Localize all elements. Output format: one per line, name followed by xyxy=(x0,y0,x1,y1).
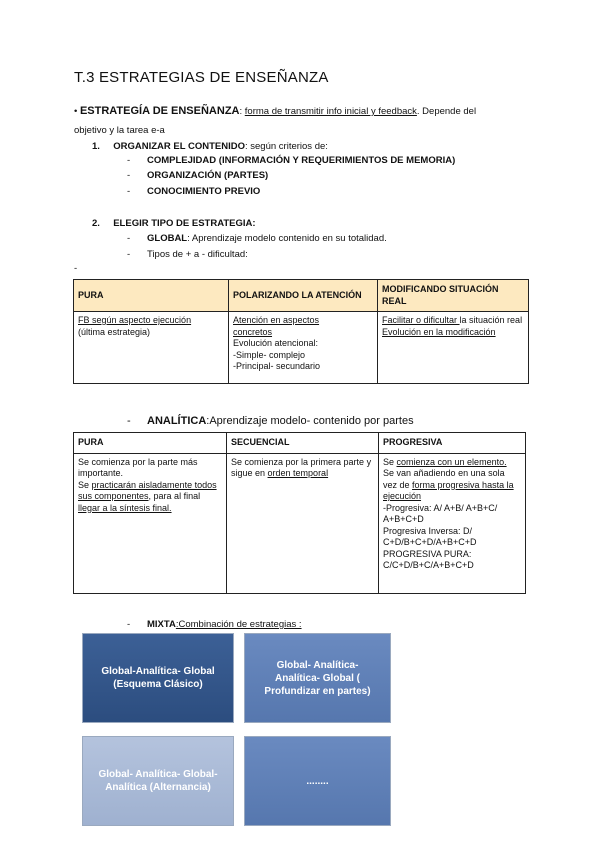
global-types-table xyxy=(73,279,529,384)
table-row xyxy=(74,453,526,593)
section1-num: 1. xyxy=(92,141,100,152)
section2-num: 2. xyxy=(92,218,100,229)
tipos-item: - Tipos de + a - dificultad: xyxy=(127,249,248,260)
mixta-box-profundizar: Global- Analítica- Analítica- Global ( Profundizar en partes) xyxy=(244,633,391,723)
header-modificando: MODIFICANDO SITUACIÓN REAL xyxy=(378,280,529,312)
header-secuencial: SECUENCIAL xyxy=(227,433,379,454)
intro-definition: forma de transmitir info inicial y feedback xyxy=(244,106,417,117)
section1-label: ORGANIZAR EL CONTENIDO xyxy=(113,141,245,152)
page-title: T.3 ESTRATEGIAS DE ENSEÑANZA xyxy=(74,69,329,86)
intro-paragraph xyxy=(74,105,514,118)
section2-heading xyxy=(92,217,256,230)
bullet: • xyxy=(74,106,78,117)
intro-colon: : xyxy=(239,106,245,117)
table-header-row xyxy=(74,280,529,312)
mixta-box-ellipsis: ........ xyxy=(244,736,391,826)
intro-line2: objetivo y la tarea e-a xyxy=(74,125,165,136)
header-progresiva: PROGRESIVA xyxy=(379,433,526,454)
analitica-table xyxy=(73,432,526,594)
mixta-heading: - MIXTA:Combinación de estrategias : xyxy=(127,619,302,630)
section1-item: - ORGANIZACIÓN (PARTES) xyxy=(127,170,269,181)
section2-label: ELEGIR TIPO DE ESTRATEGIA: xyxy=(113,218,256,229)
table-row xyxy=(74,312,529,384)
section1-item: - CONOCIMIENTO PREVIO xyxy=(127,186,261,197)
table-header-row xyxy=(74,433,526,454)
cell-secuencial: Se comienza por la primera parte y sigue en orden temporal xyxy=(227,453,379,593)
intro-rest: . Depende del xyxy=(416,106,477,117)
header-pura: PURA xyxy=(74,433,227,454)
mixta-box-alternancia: Global- Analítica- Global- Analítica (Alternancia) xyxy=(82,736,234,826)
section1-heading xyxy=(92,140,328,153)
cell-polarizando: Atención en aspectos concretos Evolución atencional: -Simple- complejo -Principal- secundario xyxy=(229,312,378,384)
cell-progresiva: Se comienza con un elemento. Se van añadiendo en una sola vez de forma progresiva hasta la ejecución -Progresiva: A/ A+B/ A+B+C/ A+B+C+D Progresiva Inversa: D/ C+D/B+C+D/A+B+C+D PROGRESIVA PURA: C/C+D/B+C/A+B+C+D xyxy=(379,453,526,593)
mixta-box-clasico: Global-Analítica- Global (Esquema Clásico) xyxy=(82,633,234,723)
global-item: - GLOBAL: Aprendizaje modelo contenido en su totalidad. xyxy=(127,233,387,244)
stray-dash: - xyxy=(74,263,78,274)
cell-pura: FB según aspecto ejecución (última estrategia) xyxy=(74,312,229,384)
cell-pura: Se comienza por la parte más importante. Se practicarán aisladamente todos sus componentes, para al final llegar a la síntesis final. xyxy=(74,453,227,593)
cell-modificando: Facilitar o dificultar la situación real Evolución en la modificación xyxy=(378,312,529,384)
header-pura: PURA xyxy=(74,280,229,312)
header-polarizando: POLARIZANDO LA ATENCIÓN xyxy=(229,280,378,312)
section1-item: - COMPLEJIDAD (INFORMACIÓN Y REQUERIMIENTOS DE MEMORIA) xyxy=(127,155,456,166)
analitica-heading: - ANALÍTICA:Aprendizaje modelo- contenido por partes xyxy=(127,415,414,427)
section1-rest: : según criterios de: xyxy=(245,141,328,152)
intro-label: ESTRATEGÍA DE ENSEÑANZA xyxy=(79,105,240,117)
